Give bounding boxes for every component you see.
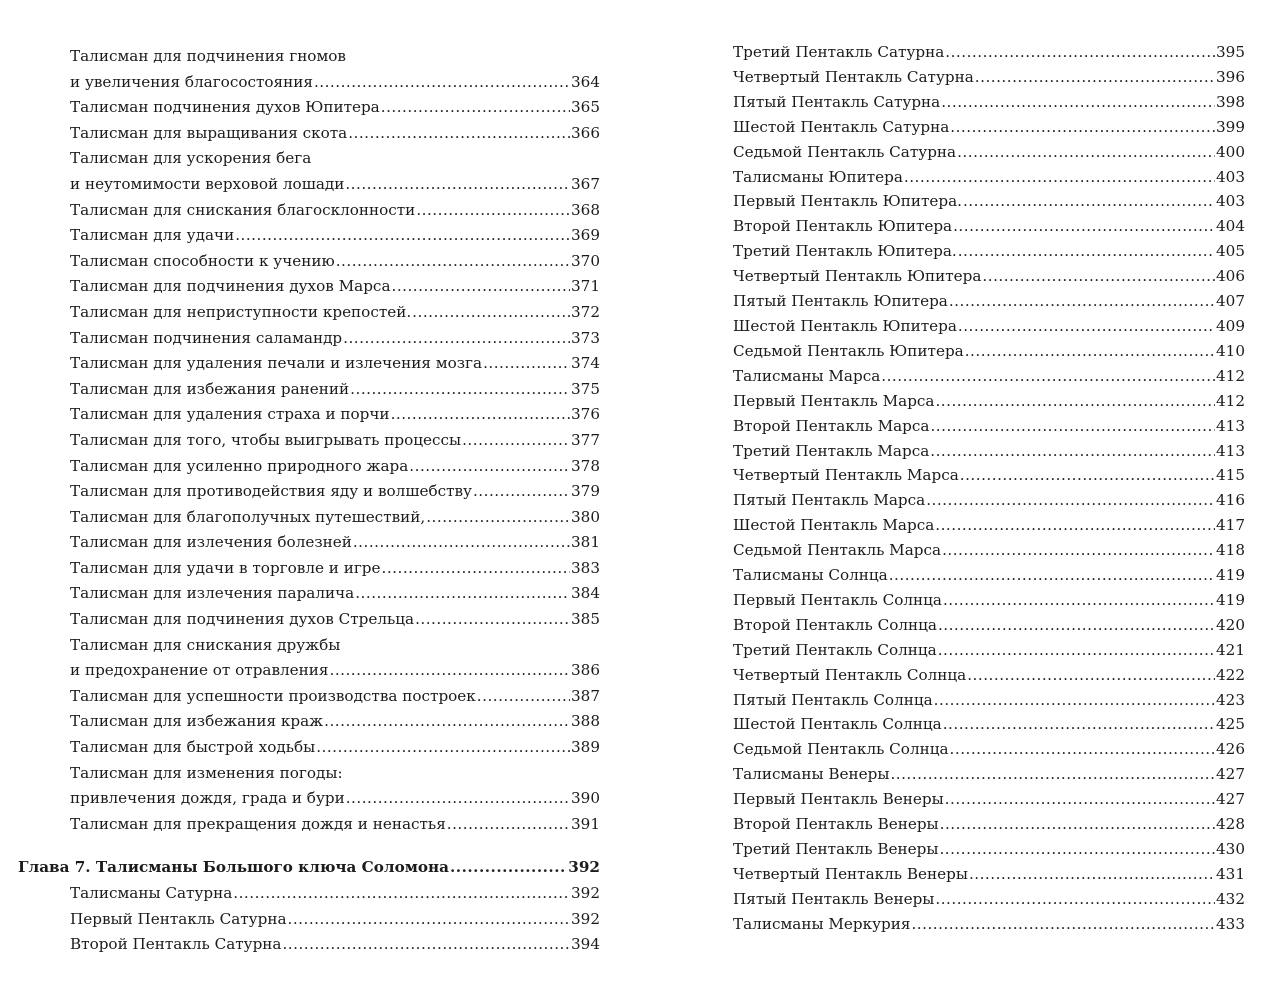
toc-page-number: 375 xyxy=(571,379,600,398)
toc-page-number: 371 xyxy=(571,277,600,296)
toc-entry xyxy=(733,90,1245,115)
toc-entry-title-line1: Талисман для изменения погоды: xyxy=(70,763,343,782)
toc-page-number: 427 xyxy=(1216,765,1245,784)
toc-entry xyxy=(733,115,1245,140)
leader-dots xyxy=(949,289,1215,314)
toc-entry-title: Седьмой Пентакль Солнца xyxy=(733,740,949,759)
toc-page-number: 400 xyxy=(1216,142,1245,161)
toc-page-number: 398 xyxy=(1216,92,1245,111)
toc-page-number: 406 xyxy=(1216,267,1245,286)
toc-entry-title: Талисманы Сатурна xyxy=(70,884,233,902)
toc-entry xyxy=(70,351,600,377)
toc-entry xyxy=(70,198,600,224)
toc-page-number: 431 xyxy=(1216,864,1245,883)
leader-dots xyxy=(935,513,1215,538)
toc-entry-title: Талисман для излечения паралича xyxy=(70,584,355,603)
leader-dots xyxy=(958,239,1215,264)
toc-entry-title: Талисман для неприступности крепостей. xyxy=(70,302,412,321)
toc-entry xyxy=(70,274,600,300)
toc-page-number: 405 xyxy=(1216,242,1245,261)
toc-entry xyxy=(733,264,1245,289)
toc-page-number: 419 xyxy=(1216,590,1245,609)
toc-entry-title: Второй Пентакль Марса xyxy=(733,416,930,435)
toc-entry xyxy=(70,607,600,633)
leader-dots xyxy=(881,364,1215,389)
toc-entry xyxy=(733,289,1245,314)
toc-entry-title: Седьмой Пентакль Сатурна xyxy=(733,142,957,161)
toc-entry-title: Первый Пентакль Марса xyxy=(733,391,935,410)
leader-dots xyxy=(963,189,1215,214)
leader-dots xyxy=(412,300,570,326)
leader-dots xyxy=(447,812,570,838)
leader-dots xyxy=(350,377,570,403)
leader-dots xyxy=(969,862,1215,887)
toc-entry-title: Пятый Пентакль Сатурна xyxy=(733,92,941,111)
leader-dots xyxy=(346,786,570,812)
toc-page-number: 365 xyxy=(571,98,600,117)
left-page-toc xyxy=(18,44,600,958)
toc-entry xyxy=(733,912,1245,937)
leader-dots xyxy=(911,912,1215,937)
leader-dots xyxy=(282,932,570,958)
leader-dots xyxy=(941,90,1215,115)
toc-entry-title: Талисман подчинения духов Юпитера xyxy=(70,98,380,117)
toc-entry xyxy=(733,439,1245,464)
toc-entry xyxy=(733,314,1245,339)
toc-page-number: 376 xyxy=(571,405,600,424)
leader-dots xyxy=(943,588,1215,613)
leader-dots xyxy=(483,351,570,377)
toc-entry xyxy=(733,663,1245,688)
toc-entry-title: Второй Пентакль Солнца xyxy=(733,615,937,634)
toc-entry-title: Первый Пентакль Солнца xyxy=(733,590,942,609)
leader-dots xyxy=(957,140,1215,165)
toc-page-number: 419 xyxy=(1216,566,1245,585)
toc-entry-title: Пятый Пентакль Венеры xyxy=(733,889,935,908)
leader-dots xyxy=(890,762,1215,787)
toc-page-number: 392 xyxy=(571,884,600,902)
toc-entry-title: Талисман для удаления печали и излечения мозга xyxy=(70,354,483,373)
toc-page-number: 388 xyxy=(571,712,600,731)
toc-entry xyxy=(70,454,600,480)
toc-entry-title: Талисман способности к учению xyxy=(70,251,335,270)
leader-dots xyxy=(930,439,1215,464)
leader-dots xyxy=(416,198,570,224)
toc-entry-title: Талисманы Марса xyxy=(733,366,881,385)
toc-page-number: 418 xyxy=(1216,541,1245,560)
toc-page-number: 404 xyxy=(1216,217,1245,236)
toc-entry xyxy=(733,837,1245,862)
toc-entry xyxy=(70,505,600,531)
toc-page-number: 391 xyxy=(571,814,600,833)
toc-entry-title: Второй Пентакль Сатурна xyxy=(70,935,282,954)
toc-page-number: 433 xyxy=(1216,914,1245,933)
toc-entry-title: Пятый Пентакль Марса xyxy=(733,491,926,510)
toc-entry-title: Талисман для подчинения духов Стрельца xyxy=(70,610,415,629)
leader-dots xyxy=(926,488,1215,513)
toc-entry-title: Второй Пентакль Юпитера xyxy=(733,217,953,236)
toc-entry-title-line1: Талисман для снискания дружбы xyxy=(70,635,341,654)
toc-page-number: 410 xyxy=(1216,341,1245,360)
toc-page-number: 378 xyxy=(571,456,600,475)
toc-entry xyxy=(733,65,1245,90)
toc-page-number: 428 xyxy=(1216,815,1245,834)
toc-entry-title: Первый Пентакль Сатурна xyxy=(70,909,287,928)
toc-entry-title: Седьмой Пентакль Марса xyxy=(733,541,942,560)
leader-dots xyxy=(942,538,1215,563)
toc-entry-title: Талисман подчинения саламандр xyxy=(70,328,343,347)
toc-entry-title: Шестой Пентакль Сатурна xyxy=(733,117,950,136)
leader-dots xyxy=(975,65,1215,90)
toc-entry-title: Четвертый Пентакль Сатурна xyxy=(733,67,974,86)
toc-entry xyxy=(70,881,600,907)
toc-page-number: 403 xyxy=(1216,192,1245,211)
toc-page-number: 384 xyxy=(571,584,600,603)
toc-page-number: 413 xyxy=(1216,441,1245,460)
toc-entry xyxy=(733,588,1245,613)
toc-page-number: 366 xyxy=(571,123,600,142)
toc-entry xyxy=(70,530,600,556)
leader-dots xyxy=(967,663,1215,688)
toc-page-number: 370 xyxy=(571,251,600,270)
toc-entry xyxy=(70,932,600,958)
toc-entry-title: Четвертый Пентакль Юпитера xyxy=(733,267,982,286)
toc-entry-title: привлечения дождя, града и бури xyxy=(70,789,345,808)
toc-entry xyxy=(70,907,600,933)
toc-page-number: 416 xyxy=(1216,491,1245,510)
toc-entry-title: Седьмой Пентакль Юпитера xyxy=(733,341,964,360)
leader-dots xyxy=(477,684,570,710)
leader-dots xyxy=(889,563,1215,588)
toc-entry-title: Третий Пентакль Сатурна xyxy=(733,43,945,61)
toc-entry xyxy=(70,326,600,352)
toc-entry-title: Талисман для успешности производства построек xyxy=(70,686,476,705)
leader-dots xyxy=(382,556,570,582)
toc-entry xyxy=(70,684,600,710)
toc-entry-title: Талисман для прекращения дождя и ненастья xyxy=(70,814,446,833)
toc-page-number: 407 xyxy=(1216,292,1245,311)
toc-entry xyxy=(733,414,1245,439)
toc-page-number: 394 xyxy=(571,935,600,954)
toc-entry-title: Талисман для избежания ранений xyxy=(70,379,350,398)
toc-entry-title: Талисман для излечения болезней xyxy=(70,533,352,552)
leader-dots xyxy=(934,688,1215,713)
toc-page-number: 390 xyxy=(571,789,600,808)
toc-entry-title: Талисман для усиленно природного жара xyxy=(70,456,409,475)
toc-entry-title: Шестой Пентакль Юпитера xyxy=(733,316,957,335)
toc-entry-title-line1: Талисман для ускорения бега xyxy=(70,149,312,168)
toc-page-number: 373 xyxy=(571,328,600,347)
toc-page-number: 417 xyxy=(1216,516,1245,535)
toc-entry xyxy=(70,735,600,761)
chapter-title: Глава 7. Талисманы Большого ключа Соломона xyxy=(18,858,450,877)
leader-dots xyxy=(343,326,570,352)
leader-dots xyxy=(938,638,1215,663)
toc-entry xyxy=(733,613,1245,638)
leader-dots xyxy=(348,121,570,147)
leader-dots xyxy=(945,787,1215,812)
toc-page-number: 425 xyxy=(1216,715,1245,734)
toc-page-number: 372 xyxy=(571,302,600,321)
leader-dots xyxy=(288,907,570,933)
leader-dots xyxy=(930,414,1215,439)
toc-entry xyxy=(733,712,1245,737)
toc-entry xyxy=(733,339,1245,364)
leader-dots xyxy=(409,454,570,480)
leader-dots xyxy=(960,463,1215,488)
leader-dots xyxy=(353,530,570,556)
toc-entry xyxy=(733,737,1245,762)
toc-page-number: 395 xyxy=(1216,43,1245,61)
toc-entry-title: и предохранение от отравления xyxy=(70,661,329,680)
toc-page-number: 364 xyxy=(571,72,600,91)
toc-page-number: 369 xyxy=(571,226,600,245)
toc-entry xyxy=(70,146,600,197)
toc-page-number: 432 xyxy=(1216,889,1245,908)
toc-entry-title: Талисман для быстрой ходьбы xyxy=(70,738,316,757)
toc-page-number: 385 xyxy=(571,610,600,629)
toc-entry-title: Пятый Пентакль Юпитера xyxy=(733,292,948,311)
toc-page-number: 412 xyxy=(1216,366,1245,385)
toc-entry-title: Талисман для того, чтобы выигрывать процессы xyxy=(70,430,462,449)
toc-page-number: 409 xyxy=(1216,316,1245,335)
toc-entry xyxy=(70,479,600,505)
toc-page-number: 421 xyxy=(1216,640,1245,659)
toc-entry-title: Шестой Пентакль Марса xyxy=(733,516,935,535)
toc-entry-title-line1: Талисман для подчинения гномов xyxy=(70,47,346,65)
toc-entry xyxy=(733,488,1245,513)
leader-dots xyxy=(345,172,570,198)
toc-entry-title: Талисман для выращивания скота xyxy=(70,123,348,142)
toc-page-number: 387 xyxy=(571,686,600,705)
toc-entry-title: Четвертый Пентакль Марса xyxy=(733,466,959,485)
toc-entry xyxy=(70,581,600,607)
toc-entry-title: Талисманы Солнца xyxy=(733,566,888,585)
toc-page-number: 422 xyxy=(1216,665,1245,684)
chapter-page-number: 392 xyxy=(568,858,600,877)
chapter-heading xyxy=(18,855,600,881)
toc-entry-title: Талисман для избежания краж xyxy=(70,712,324,731)
toc-entry xyxy=(733,214,1245,239)
toc-entry xyxy=(733,165,1245,190)
toc-entry-title: Первый Пентакль Венеры xyxy=(733,790,944,809)
leader-dots xyxy=(982,264,1215,289)
leader-dots xyxy=(392,274,571,300)
leader-dots xyxy=(324,709,570,735)
toc-page-number: 399 xyxy=(1216,117,1245,136)
toc-page-number: 415 xyxy=(1216,466,1245,485)
toc-entry xyxy=(70,812,600,838)
leader-dots xyxy=(938,613,1215,638)
leader-dots xyxy=(904,165,1215,190)
toc-entry xyxy=(733,189,1245,214)
toc-entry xyxy=(733,239,1245,264)
toc-entry xyxy=(733,812,1245,837)
toc-entry-title: Талисманы Меркурия xyxy=(733,914,911,933)
leader-dots xyxy=(381,95,570,121)
leader-dots xyxy=(235,223,570,249)
leader-dots xyxy=(950,737,1215,762)
toc-entry-title: Шестой Пентакль Солнца xyxy=(733,715,942,734)
leader-dots xyxy=(462,428,570,454)
chapter-entries-list xyxy=(70,881,600,958)
toc-entry xyxy=(70,402,600,428)
toc-entry xyxy=(70,223,600,249)
toc-entry xyxy=(733,364,1245,389)
toc-entry xyxy=(733,463,1245,488)
leader-dots xyxy=(336,249,570,275)
leader-dots xyxy=(958,314,1215,339)
toc-entry xyxy=(70,633,600,684)
left-entries-list xyxy=(70,44,600,837)
toc-page-number: 412 xyxy=(1216,391,1245,410)
toc-entry-title: Талисманы Юпитера xyxy=(733,167,903,186)
leader-dots xyxy=(415,607,570,633)
leader-dots xyxy=(939,837,1215,862)
toc-page-number: 379 xyxy=(571,482,600,501)
toc-entry xyxy=(733,887,1245,912)
toc-entry-title: и неутомимости верховой лошади xyxy=(70,174,345,193)
toc-page-number: 403 xyxy=(1216,167,1245,186)
toc-page-number: 396 xyxy=(1216,67,1245,86)
toc-entry-title: Талисман для благополучных путешествий, xyxy=(70,507,426,526)
toc-entry xyxy=(70,377,600,403)
toc-entry xyxy=(733,389,1245,414)
toc-entry xyxy=(733,862,1245,887)
toc-page-number: 367 xyxy=(571,174,600,193)
toc-entry xyxy=(70,761,600,812)
toc-page-number: 413 xyxy=(1216,416,1245,435)
toc-entry xyxy=(70,44,600,95)
toc-entry-title: Третий Пентакль Юпитера. xyxy=(733,242,957,261)
toc-entry xyxy=(733,762,1245,787)
toc-entry-title: Талисман для снискания благосклонности xyxy=(70,200,416,219)
toc-entry xyxy=(70,121,600,147)
toc-page-number: 427 xyxy=(1216,790,1245,809)
leader-dots xyxy=(943,712,1215,737)
toc-entry-title: Третий Пентакль Марса xyxy=(733,441,930,460)
toc-page-number: 383 xyxy=(571,558,600,577)
toc-entry xyxy=(70,556,600,582)
toc-page-number: 386 xyxy=(571,661,600,680)
toc-entry xyxy=(70,709,600,735)
leader-dots xyxy=(233,881,570,907)
leader-dots xyxy=(945,40,1215,65)
leader-dots xyxy=(940,812,1215,837)
toc-page-number: 377 xyxy=(571,430,600,449)
toc-entry xyxy=(70,300,600,326)
leader-dots xyxy=(965,339,1215,364)
toc-page-number: 374 xyxy=(571,354,600,373)
leader-dots xyxy=(314,70,570,96)
toc-entry-title: Талисманы Венеры xyxy=(733,765,890,784)
toc-entry xyxy=(70,95,600,121)
toc-entry-title: Третий Пентакль Солнца xyxy=(733,640,937,659)
leader-dots xyxy=(330,658,571,684)
toc-entry-title: Первый Пентакль Юпитера. xyxy=(733,192,962,211)
leader-dots xyxy=(473,479,570,505)
leader-dots xyxy=(316,735,570,761)
toc-entry xyxy=(70,249,600,275)
leader-dots xyxy=(391,402,570,428)
toc-page-number: 368 xyxy=(571,200,600,219)
toc-entry-title: Пятый Пентакль Солнца xyxy=(733,690,933,709)
leader-dots xyxy=(953,214,1215,239)
toc-entry xyxy=(733,513,1245,538)
toc-page-number: 420 xyxy=(1216,615,1245,634)
leader-dots xyxy=(950,115,1215,140)
toc-entry-title: Четвертый Пентакль Солнца xyxy=(733,665,967,684)
toc-page-number: 389 xyxy=(571,738,600,757)
leader-dots xyxy=(935,389,1215,414)
toc-entry-title: Талисман для удачи xyxy=(70,226,235,245)
toc-entry-title: Талисман для удаления страха и порчи xyxy=(70,405,390,424)
toc-entry-title: Талисман для удачи в торговле и игре xyxy=(70,558,381,577)
toc-entry xyxy=(733,638,1245,663)
toc-entry-title: Талисман для подчинения духов Марса xyxy=(70,277,391,296)
toc-page-number: 423 xyxy=(1216,690,1245,709)
toc-entry xyxy=(733,563,1245,588)
toc-page-number: 392 xyxy=(571,909,600,928)
toc-entry xyxy=(733,40,1245,65)
leader-dots xyxy=(450,855,567,881)
toc-entry-title: Талисман для противодействия яду и волшебству xyxy=(70,482,472,501)
toc-entry-title: и увеличения благосостояния xyxy=(70,72,313,91)
toc-entry xyxy=(733,787,1245,812)
toc-entry xyxy=(733,688,1245,713)
right-page-toc xyxy=(733,40,1245,937)
leader-dots xyxy=(935,887,1215,912)
toc-page-number: 381 xyxy=(571,533,600,552)
toc-entry xyxy=(733,140,1245,165)
leader-dots xyxy=(355,581,570,607)
toc-entry-title: Третий Пентакль Венеры xyxy=(733,840,939,858)
toc-entry xyxy=(733,538,1245,563)
toc-page-number: 430 xyxy=(1216,840,1245,858)
toc-entry xyxy=(70,428,600,454)
toc-page-number: 380 xyxy=(571,507,600,526)
toc-entry-title: Второй Пентакль Венеры xyxy=(733,815,939,834)
right-entries-list xyxy=(733,40,1245,937)
leader-dots xyxy=(426,505,570,531)
toc-page-number: 426 xyxy=(1216,740,1245,759)
toc-entry-title: Четвертый Пентакль Венеры xyxy=(733,864,968,883)
